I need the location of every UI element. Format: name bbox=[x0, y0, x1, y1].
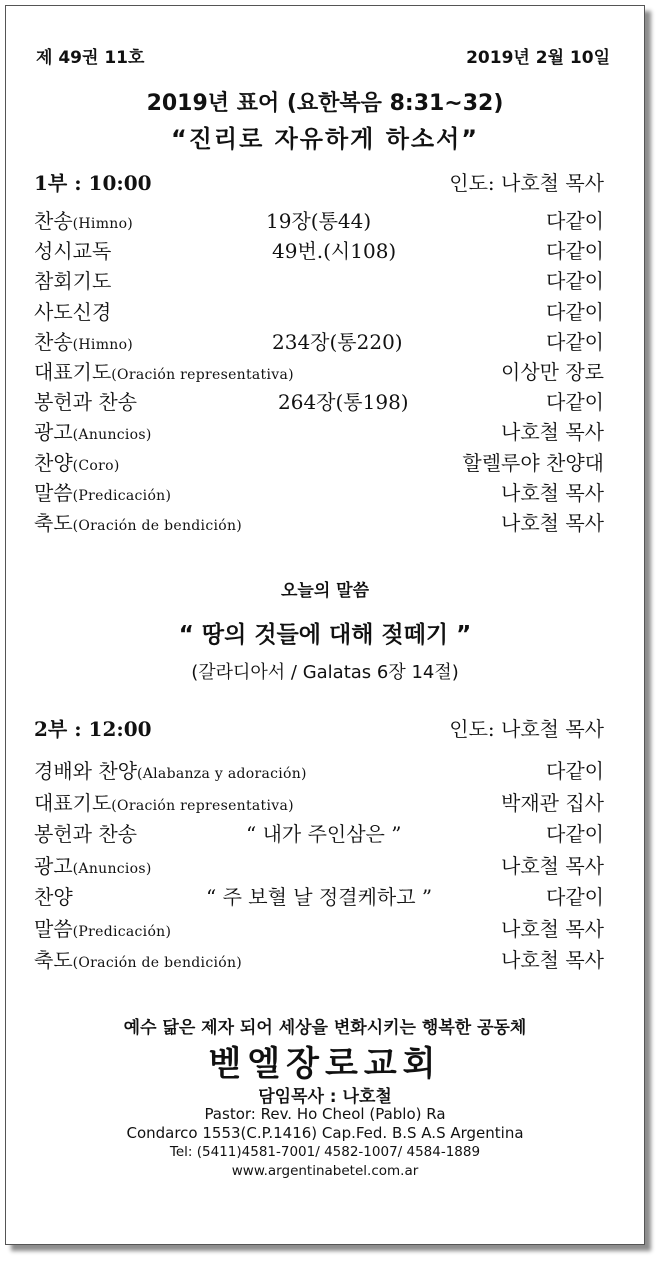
order-item-korean: 참회기도 bbox=[34, 269, 112, 294]
order-item-korean: 찬양 bbox=[34, 450, 73, 475]
service2-header bbox=[34, 714, 604, 744]
order-item-korean: 광고 bbox=[34, 853, 73, 878]
order-item-spanish: (Anuncios) bbox=[72, 860, 152, 877]
order-item-spanish: (Alabanza y adoración) bbox=[136, 766, 307, 782]
order-item-label bbox=[34, 236, 111, 266]
order-item-detail: 234장(통220) bbox=[272, 329, 403, 354]
order-item-leader: 다같이 bbox=[546, 822, 604, 846]
sermon-heading: 오늘의 말씀 bbox=[280, 581, 370, 601]
order-item bbox=[34, 914, 604, 944]
order-item-spanish: (Anuncios) bbox=[72, 427, 152, 444]
order-item-label bbox=[34, 788, 294, 821]
motto-text: “진리로 자유하게 하소서” bbox=[170, 125, 480, 153]
order-item-label bbox=[34, 756, 307, 789]
order-item-detail: “ 주 보혈 날 정결케하고 ” bbox=[206, 885, 433, 909]
order-item-label bbox=[34, 448, 120, 481]
order-item-label bbox=[34, 387, 137, 417]
order-item-label bbox=[34, 508, 242, 541]
order-item-leader: 나호철 목사 bbox=[501, 853, 604, 878]
order-item-detail: 49번.(시108) bbox=[272, 239, 397, 264]
order-item-korean: 찬양 bbox=[34, 885, 73, 909]
order-item bbox=[34, 387, 604, 417]
order-item-leader: 박재관 집사 bbox=[501, 790, 604, 815]
order-item-label bbox=[34, 819, 137, 849]
order-item-spanish: (Predicación) bbox=[72, 487, 172, 504]
order-item-leader: 나호철 목사 bbox=[501, 948, 604, 972]
order-item-korean: 사도신경 bbox=[34, 299, 112, 324]
order-item-leader: 다같이 bbox=[546, 209, 604, 233]
order-item-spanish: (Coro) bbox=[72, 457, 120, 474]
order-item-leader: 나호철 목사 bbox=[501, 420, 604, 445]
order-item-leader: 다같이 bbox=[546, 269, 604, 294]
order-item-label bbox=[34, 851, 152, 884]
order-item-label bbox=[34, 478, 171, 511]
senior-pastor: 담임목사 : 나호철 bbox=[258, 1087, 392, 1107]
order-item bbox=[34, 788, 604, 818]
order-item-spanish: (Oración de bendición) bbox=[72, 518, 243, 534]
order-item bbox=[34, 851, 604, 881]
order-item-spanish: (Oración representativa) bbox=[111, 367, 294, 383]
order-item bbox=[34, 882, 604, 912]
order-item bbox=[34, 448, 604, 478]
order-item bbox=[34, 206, 604, 236]
order-item bbox=[34, 236, 604, 266]
order-item-label bbox=[34, 945, 242, 978]
order-item-leader: 나호철 목사 bbox=[501, 511, 604, 535]
motto-title: 2019년 표어 (요한복음 8:31~32) bbox=[146, 91, 504, 116]
church-phone: Tel: (5411)4581-7001/ 4582-1007/ 4584-1889 bbox=[169, 1144, 481, 1160]
order-item-leader: 다같이 bbox=[546, 329, 604, 354]
order-item-leader: 나호철 목사 bbox=[501, 480, 604, 505]
order-item-korean: 성시교독 bbox=[34, 239, 112, 264]
order-item-korean: 말씀 bbox=[34, 480, 73, 505]
church-slogan: 예수 닮은 제자 되어 세상을 변화시키는 행복한 공동체 bbox=[123, 1018, 527, 1038]
order-item-korean: 대표기도 bbox=[34, 360, 112, 384]
service1-leader: 인도: 나호철 목사 bbox=[449, 171, 604, 195]
pastor-english: Pastor: Rev. Ho Cheol (Pablo) Ra bbox=[204, 1105, 446, 1123]
order-item-korean: 축도 bbox=[34, 511, 73, 535]
sermon-title: “ 땅의 것들에 대해 젖떼기 ” bbox=[178, 622, 472, 648]
church-website: www.argentinabetel.com.ar bbox=[231, 1163, 419, 1179]
order-item-korean: 경배와 찬양 bbox=[34, 759, 137, 783]
order-item-spanish: (Himno) bbox=[72, 336, 134, 353]
church-name: 벧엘장로교회 bbox=[208, 1044, 442, 1084]
order-item-leader: 나호철 목사 bbox=[501, 916, 604, 941]
order-item-korean: 찬송 bbox=[34, 209, 73, 233]
order-item-label bbox=[34, 266, 111, 296]
order-item-spanish: (Oración de bendición) bbox=[72, 955, 243, 971]
order-item-detail: 264장(통198) bbox=[278, 390, 409, 415]
order-item-label bbox=[34, 914, 171, 947]
order-item-detail: “ 내가 주인삼은 ” bbox=[246, 822, 402, 846]
order-item-leader: 할렐루야 찬양대 bbox=[462, 450, 604, 475]
order-item-korean: 축도 bbox=[34, 948, 73, 972]
order-item bbox=[34, 756, 604, 786]
order-item-korean: 대표기도 bbox=[34, 790, 112, 815]
order-item-korean: 봉헌과 찬송 bbox=[34, 390, 137, 415]
order-item bbox=[34, 819, 604, 849]
order-item bbox=[34, 417, 604, 447]
order-item-label bbox=[34, 357, 294, 390]
order-item-label bbox=[34, 327, 133, 360]
order-item-leader: 다같이 bbox=[546, 390, 604, 415]
order-item bbox=[34, 478, 604, 508]
order-item-leader: 다같이 bbox=[546, 759, 604, 783]
order-item-leader: 이상만 장로 bbox=[501, 360, 604, 384]
order-item bbox=[34, 327, 604, 357]
service1-title: 1부 : 10:00 bbox=[34, 171, 152, 195]
order-item-spanish: (Predicación) bbox=[72, 923, 172, 940]
order-item bbox=[34, 357, 604, 387]
order-item-korean: 말씀 bbox=[34, 916, 73, 941]
order-item-label bbox=[34, 417, 152, 450]
service2-leader: 인도: 나호철 목사 bbox=[449, 717, 604, 741]
church-address: Condarco 1553(C.P.1416) Cap.Fed. B.S A.S Argentina bbox=[126, 1124, 524, 1142]
volume-number: 제 49권 11호 bbox=[36, 48, 145, 68]
order-item-korean: 광고 bbox=[34, 420, 73, 445]
order-item-korean: 찬송 bbox=[34, 329, 73, 354]
sermon-reference: (갈라디아서 / Galatas 6장 14절) bbox=[191, 662, 459, 683]
order-item-label bbox=[34, 297, 111, 327]
order-item-leader: 다같이 bbox=[546, 239, 604, 264]
order-item bbox=[34, 945, 604, 975]
order-item-spanish: (Oración representativa) bbox=[111, 797, 294, 814]
order-item-label bbox=[34, 882, 73, 912]
order-item-korean: 봉헌과 찬송 bbox=[34, 822, 137, 846]
order-item bbox=[34, 508, 604, 538]
service2-title: 2부 : 12:00 bbox=[34, 717, 152, 741]
bulletin-date: 2019년 2월 10일 bbox=[466, 48, 610, 68]
order-item-label bbox=[34, 206, 133, 239]
bulletin-card bbox=[5, 5, 645, 1245]
order-item-spanish: (Himno) bbox=[72, 216, 134, 232]
order-item-leader: 다같이 bbox=[546, 299, 604, 324]
service1-header bbox=[34, 168, 604, 198]
order-item bbox=[34, 297, 604, 327]
order-item bbox=[34, 266, 604, 296]
order-item-detail: 19장(통44) bbox=[266, 209, 372, 233]
order-item-leader: 다같이 bbox=[546, 885, 604, 909]
